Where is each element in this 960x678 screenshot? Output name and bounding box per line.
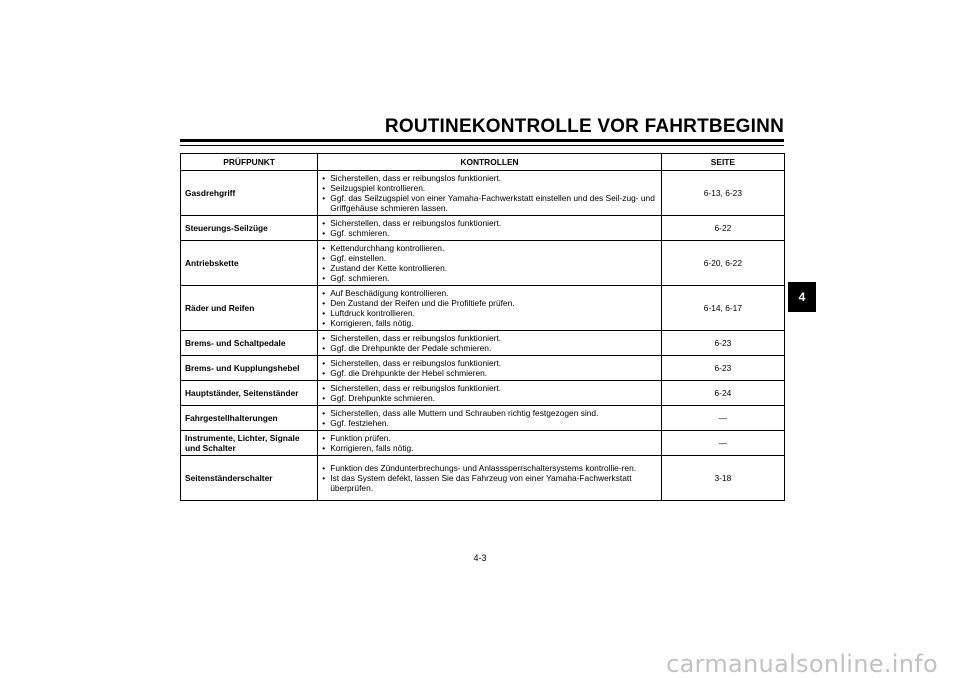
list-item: • Ggf. Drehpunkte schmieren. (322, 393, 657, 403)
table-header-row (181, 154, 785, 171)
controls-list (322, 288, 657, 328)
check-item: Räder und Reifen (181, 286, 318, 331)
list-item: • Ggf. festziehen. (322, 418, 657, 428)
check-item: Steuerungs-Seilzüge (181, 216, 318, 241)
header-item: PRÜFPUNKT (181, 154, 318, 171)
checklist-table (180, 153, 785, 501)
list-item: • Luftdruck kontrollieren. (322, 308, 657, 318)
controls-list (322, 333, 657, 353)
list-item: • Ist das System defekt, lassen Sie das Fahrzeug von einer Yamaha-Fachwerkstatt überprüfen. (322, 473, 657, 493)
check-controls (318, 216, 662, 241)
list-item: • Ggf. schmieren. (322, 273, 657, 283)
controls-list (322, 383, 657, 403)
check-item: Gasdrehgriff (181, 171, 318, 216)
title-rule-thick (180, 139, 784, 142)
check-controls (318, 356, 662, 381)
chapter-tab: 4 (788, 282, 816, 312)
check-page-ref: 6-24 (661, 381, 784, 406)
controls-list (322, 408, 657, 428)
check-item: Instrumente, Lichter, Signale und Schalter (181, 431, 318, 456)
controls-list (322, 243, 657, 283)
check-page-ref: 3-18 (661, 456, 784, 501)
check-page-ref: 6-20, 6-22 (661, 241, 784, 286)
check-item: Seitenständerschalter (181, 456, 318, 501)
list-item: • Sicherstellen, dass er reibungslos funktioniert. (322, 218, 657, 228)
table-row (181, 286, 785, 331)
check-page-ref: 6-13, 6-23 (661, 171, 784, 216)
check-page-ref: 6-14, 6-17 (661, 286, 784, 331)
table-row (181, 331, 785, 356)
header-controls: KONTROLLEN (318, 154, 662, 171)
list-item: • Sicherstellen, dass er reibungslos funktioniert. (322, 383, 657, 393)
table-row (181, 381, 785, 406)
controls-list (322, 433, 657, 453)
watermark: carmanualsonline.info (666, 650, 938, 678)
title-rule-thin (180, 145, 784, 146)
controls-list (322, 173, 657, 213)
table-row (181, 356, 785, 381)
table-row (181, 456, 785, 501)
list-item: • Ggf. das Seilzugspiel von einer Yamaha-Fachwerkstatt einstellen und des Seil-zug- und Griffgehäuse schmieren lassen. (322, 193, 657, 213)
check-page-ref: 6-23 (661, 356, 784, 381)
list-item: • Ggf. die Drehpunkte der Hebel schmieren. (322, 368, 657, 378)
check-item: Fahrgestellhalterungen (181, 406, 318, 431)
list-item: • Sicherstellen, dass er reibungslos funktioniert. (322, 358, 657, 368)
list-item: • Den Zustand der Reifen und die Profiltiefe prüfen. (322, 298, 657, 308)
table-row (181, 431, 785, 456)
check-item: Hauptständer, Seitenständer (181, 381, 318, 406)
check-controls (318, 456, 662, 501)
table-row (181, 241, 785, 286)
check-controls (318, 406, 662, 431)
controls-list (322, 358, 657, 378)
header-page: SEITE (661, 154, 784, 171)
check-controls (318, 286, 662, 331)
list-item: • Sicherstellen, dass er reibungslos funktioniert. (322, 173, 657, 183)
list-item: • Ggf. schmieren. (322, 228, 657, 238)
list-item: • Auf Beschädigung kontrollieren. (322, 288, 657, 298)
check-controls (318, 431, 662, 456)
table-row (181, 171, 785, 216)
controls-list (322, 463, 657, 493)
check-controls (318, 171, 662, 216)
table-row (181, 406, 785, 431)
check-page-ref: — (661, 431, 784, 456)
check-controls (318, 331, 662, 356)
list-item: • Zustand der Kette kontrollieren. (322, 263, 657, 273)
table-row (181, 216, 785, 241)
list-item: • Ggf. die Drehpunkte der Pedale schmieren. (322, 343, 657, 353)
list-item: • Korrigieren, falls nötig. (322, 443, 657, 453)
check-item: Brems- und Schaltpedale (181, 331, 318, 356)
list-item: • Sicherstellen, dass alle Muttern und Schrauben richtig festgezogen sind. (322, 408, 657, 418)
list-item: • Seilzugspiel kontrollieren. (322, 183, 657, 193)
list-item: • Funktion des Zündunterbrechungs- und Anlasssperrschaltersystems kontrollie-ren. (322, 463, 657, 473)
check-item: Brems- und Kupplungshebel (181, 356, 318, 381)
check-page-ref: — (661, 406, 784, 431)
check-page-ref: 6-22 (661, 216, 784, 241)
page-title: ROUTINEKONTROLLE VOR FAHRTBEGINN (384, 116, 784, 137)
check-item: Antriebskette (181, 241, 318, 286)
check-page-ref: 6-23 (661, 331, 784, 356)
page-number: 4-3 (473, 553, 487, 563)
list-item: • Kettendurchhang kontrollieren. (322, 243, 657, 253)
controls-list (322, 218, 657, 238)
list-item: • Korrigieren, falls nötig. (322, 318, 657, 328)
list-item: • Ggf. einstellen. (322, 253, 657, 263)
check-controls (318, 381, 662, 406)
list-item: • Funktion prüfen. (322, 433, 657, 443)
list-item: • Sicherstellen, dass er reibungslos funktioniert. (322, 333, 657, 343)
check-controls (318, 241, 662, 286)
